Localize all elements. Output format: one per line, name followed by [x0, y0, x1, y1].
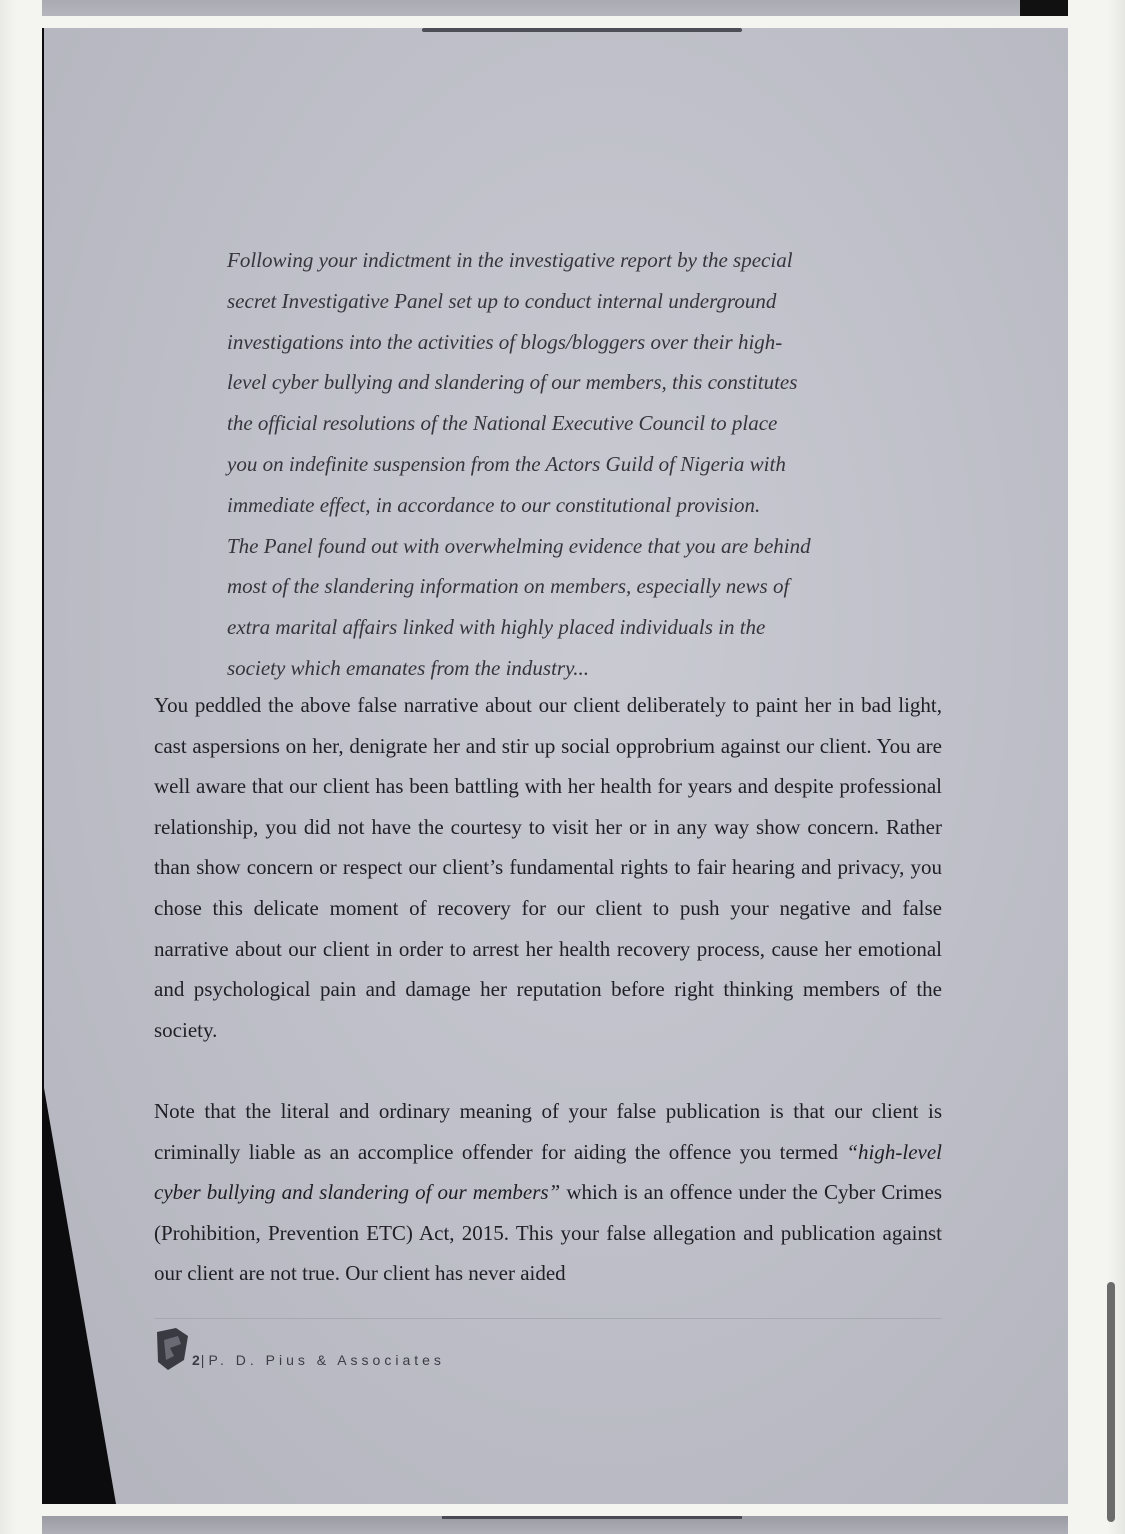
body-text-segment: Note that the literal and ordinary meaning of your false publication is that our client is criminally liable as an accomplice offender for aiding the offence you termed	[154, 1099, 942, 1164]
quoted-statement	[227, 240, 867, 689]
quote-line: Following your indictment in the investigative report by the special	[227, 248, 793, 272]
quote-line: investigations into the activities of blogs/bloggers over their high-	[227, 329, 783, 354]
page-number: 2	[192, 1352, 201, 1368]
viewer-margin-left	[0, 0, 16, 1534]
page-top-shadow	[422, 28, 742, 32]
quote-paragraph-1	[227, 240, 867, 526]
page-footer	[154, 1320, 445, 1370]
quote-line: society which emanates from the industry...	[227, 655, 590, 680]
footer-separator: |	[200, 1352, 209, 1368]
quote-line: secret Investigative Panel set up to conduct internal underground	[227, 288, 777, 313]
quoted-offence: “high-level cyber bullying and slandering of our members”	[154, 1139, 942, 1205]
quote-paragraph-2	[227, 526, 867, 689]
next-page-edge[interactable]	[42, 1516, 1068, 1534]
body-paragraph-2	[154, 1091, 942, 1294]
footer-divider	[154, 1318, 942, 1319]
quote-line: immediate effect, in accordance to our constitutional provision.	[227, 492, 761, 517]
quote-line: most of the slandering information on members, especially news of	[227, 574, 790, 599]
quote-line: The Panel found out with overwhelming evidence that you are behind	[227, 533, 811, 558]
body-text-segment: which is an offence under the Cyber Crimes (Prohibition, Prevention ETC) Act, 2015. This your false allegation and publication against our client are not true. Our client has never aided	[154, 1180, 943, 1286]
previous-page-edge[interactable]	[42, 0, 1068, 16]
body-paragraph-1	[154, 685, 942, 1050]
next-page-shadow	[442, 1516, 742, 1519]
body-paragraph-text: You peddled the above false narrative about our client deliberately to paint her in bad light, cast aspersions on her, denigrate her and stir up social opprobrium against our client. You are well aware that our client has been battling with her health for years and despite professional relationship, you did not have the courtesy to visit her or in any way show concern. Rather than show concern or respect our client’s fundamental rights to fair hearing and privacy, you chose this delicate moment of recovery for our client to push your negative and false narrative about our client in order to arrest her health recovery process, cause her emotional and psychological pain and damage her reputation before right thinking members of the society.	[154, 693, 942, 1042]
firm-name: P. D. Pius & Associates	[208, 1352, 445, 1368]
page-photo	[42, 28, 1068, 1504]
quote-line: level cyber bullying and slandering of our members, this constitutes	[227, 370, 798, 395]
body-paragraph-text	[154, 1091, 942, 1294]
footer-caption	[192, 1352, 445, 1368]
previous-page-shadow	[1020, 0, 1068, 16]
quote-line: extra marital affairs linked with highly placed individuals in the	[227, 615, 766, 640]
scrollbar-thumb[interactable]	[1107, 1282, 1115, 1522]
photo-dark-edge	[42, 28, 122, 1504]
firm-logo-icon	[154, 1326, 190, 1370]
quote-line: the official resolutions of the National Executive Council to place	[227, 411, 778, 436]
quote-line: you on indefinite suspension from the Actors Guild of Nigeria with	[227, 451, 786, 476]
